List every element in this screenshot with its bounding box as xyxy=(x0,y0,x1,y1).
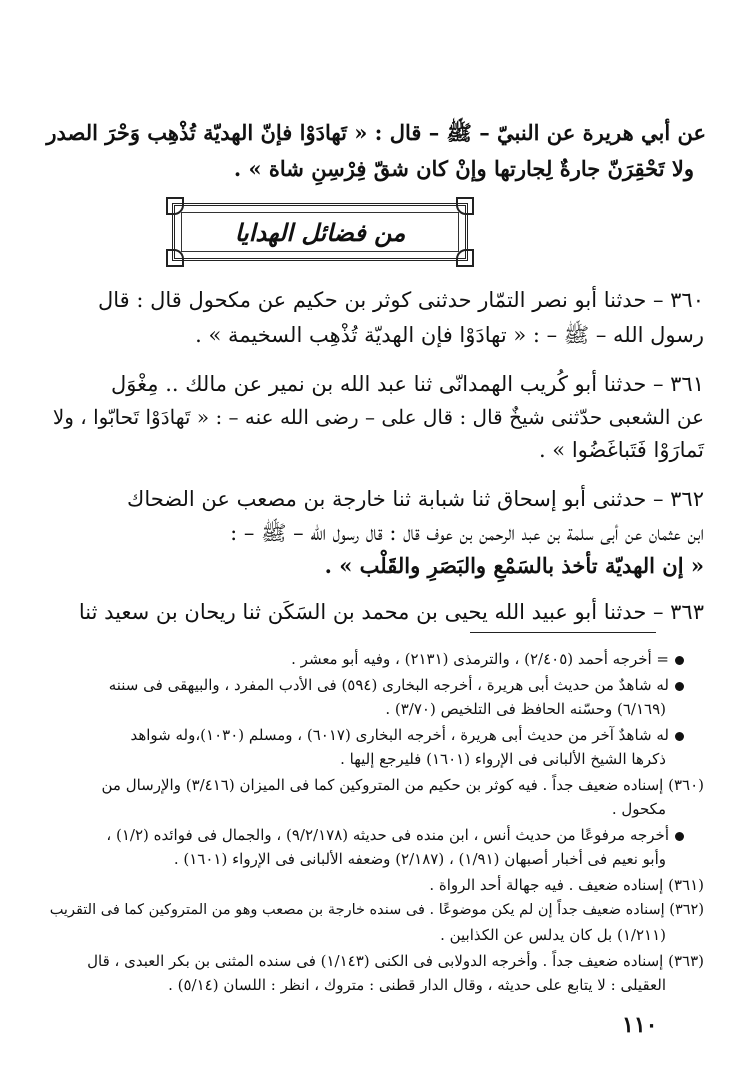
hadith-361-line-3: تَمارَوْا فَتَباغَضُوا » . xyxy=(538,438,704,462)
ornament-corner-icon xyxy=(166,249,184,267)
footnote-7-line-2: (١/٢١١) بل كان يدلس عن الكذابين . xyxy=(440,926,666,944)
footnote-separator xyxy=(470,632,656,633)
footnote-8-line-1: (٣٦٣) إسناده ضعيف جداً . وأخرجه الدولابى فى الكنى (١/١٤٣) فى سنده المثنى بن بكر العبدى ، قال xyxy=(87,952,704,970)
footnote-text: له شاهدٌ من حديث أبى هريرة ، أخرجه البخارى (٥٩٤) فى الأدب المفرد ، والبيهقى فى سننه xyxy=(108,676,669,694)
intro-line-1: عن أبي هريرة عن النبيّ – ﷺ – قال : « تَهادَوْا فإنّ الهديّة تُذْهِب وَحْرَ الصدر xyxy=(46,120,706,145)
footnote-3-line-2: ذكرها الشيخ الألبانى فى الإرواء (١٦٠١) فليرجع إليها . xyxy=(340,750,666,768)
footnote-text: = أخرجه أحمد (٢/٤٠٥) ، والترمذى (٢١٣١) ، وفيه أبو معشر . xyxy=(291,650,669,668)
hadith-363-line-1: ٣٦٣ – حدثنا أبو عبيد الله يحيى بن محمد بن السَكَن ثنا ريحان بن سعيد ثنا xyxy=(78,600,704,624)
footnote-text: أخرجه مرفوعًا من حديث أنس ، ابن منده فى حديثه (٩/٢/١٧٨) ، والجمال فى فوائده (١/٢) ، xyxy=(106,826,669,844)
footnote-5-line-2: وأبو نعيم فى أخبار أصبهان (١/٩١) ، (٢/١٨٧) وضعفه الألبانى فى الإرواء (١٦٠١) . xyxy=(173,850,666,868)
footnote-4-line-2: مكحول . xyxy=(611,800,666,818)
chapter-title: من فضائل الهدايا xyxy=(234,218,406,247)
footnote-7-line-1: (٣٦٢) إسناده ضعيف جداً إن لم يكن موضوعًا . فى سنده خارجة بن مصعب وهو من المتروكين كما فى التقريب xyxy=(49,902,704,918)
ornament-corner-icon xyxy=(456,197,474,215)
bullet-icon xyxy=(675,656,684,665)
bullet-icon xyxy=(675,832,684,841)
hadith-361-line-1: ٣٦١ – حدثنا أبو كُريب الهمدانّى ثنا عبد الله بن نمير عن مالك .. مِغْوَل xyxy=(111,372,704,396)
intro-line-2: ولا تَحْقِرَنّ جارةٌ لِجارتها وإنْ كان شقّ فِرْسِنِ شاة » . xyxy=(233,156,694,181)
page-number: ١١٠ xyxy=(622,1012,658,1038)
footnote-2-line-2: (٦/١٦٩) وحسّنه الحافظ فى التلخيص (٣/٧٠) . xyxy=(385,700,666,718)
hadith-360-line-2: رسول الله – ﷺ – : « تهادَوْا فإن الهديّة تُذْهِب السخيمة » . xyxy=(195,323,704,347)
footnote-5-line-1 xyxy=(106,826,684,844)
footnote-8-line-2: العقيلى : لا يتابع على حديثه ، وقال الدار قطنى : متروك ، انظر : اللسان (٥/١٤) . xyxy=(168,976,666,994)
bullet-icon xyxy=(675,682,684,691)
footnote-6: (٣٦١) إسناده ضعيف . فيه جهالة أحد الرواة . xyxy=(429,876,704,894)
footnote-text: له شاهدٌ آخر من حديث أبى هريرة ، أخرجه البخارى (٦٠١٧) ، ومسلم (١٠٣٠)،وله شواهد xyxy=(130,726,669,744)
footnote-3-line-1 xyxy=(130,726,684,744)
hadith-361-line-2: عن الشعبى حدّثنى شيخٌ قال : قال على – رضى الله عنه – : « تَهادَوْا تَحابّوا ، ولا xyxy=(52,405,704,429)
hadith-362-line-1: ٣٦٢ – حدثنى أبو إسحاق ثنا شبابة ثنا خارجة بن مصعب عن الضحاك xyxy=(127,487,704,511)
chapter-banner xyxy=(172,203,468,261)
bullet-icon xyxy=(675,732,684,741)
footnote-2-line-1 xyxy=(109,676,684,694)
hadith-360-line-1: ٣٦٠ – حدثنا أبو نصر التمّار حدثنى كوثر بن حكيم عن مكحول قال : قال xyxy=(98,288,704,312)
footnote-4-line-1: (٣٦٠) إسناده ضعيف جداً . فيه كوثر بن حكيم من المتروكين كما فى الميزان (٣/٤١٦) والإرسال من xyxy=(101,776,704,794)
hadith-362-line-2: ابن عثمان عن أبى سلمة بن عبد الرحمن بن عوف قال : قال رسول الله – ﷺ – : xyxy=(230,521,704,545)
ornament-corner-icon xyxy=(456,249,474,267)
hadith-362-line-3: « إن الهديّة تأخذ بالسَمْعِ والبَصَرِ والقَلْب » . xyxy=(324,553,704,578)
footnote-1 xyxy=(291,650,684,668)
